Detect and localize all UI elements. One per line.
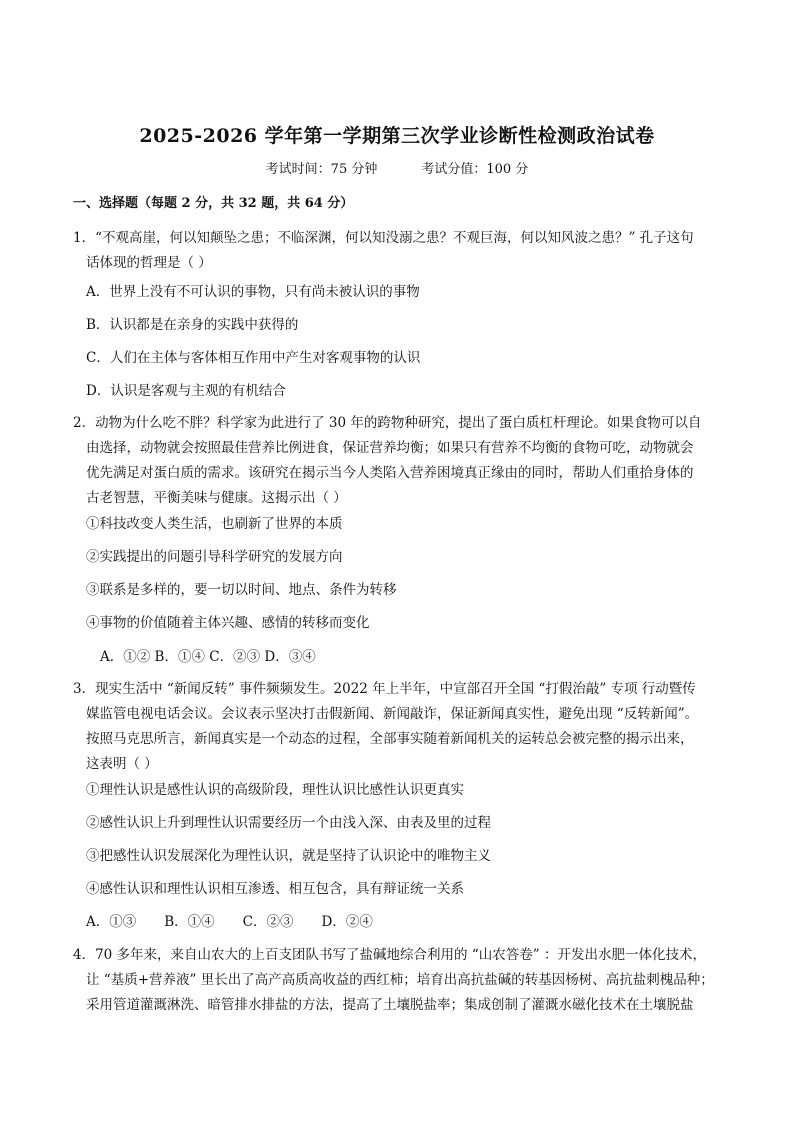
question-4-line-1: 4．70 多年来，来自山农大的上百支团队书写了盐碱地综合利用的 “山农答卷” ：开发出水肥一体化技术， bbox=[73, 947, 706, 963]
question-3-answer-c: C．②③ bbox=[242, 914, 294, 930]
question-2-item-4: ④事物的价值随着主体兴趣、感情的转移而变化 bbox=[86, 615, 370, 631]
exam-title: 2025-2026 学年第一学期第三次学业诊断性检测政治试卷 bbox=[139, 125, 655, 147]
question-3-stem bbox=[73, 677, 725, 777]
question-1-stem bbox=[73, 226, 725, 276]
question-1-option-b: B．认识都是在亲身的实践中获得的 bbox=[86, 317, 299, 333]
question-2-stem bbox=[73, 411, 725, 511]
question-3-answer-a: A．①③ bbox=[86, 914, 137, 930]
question-3-answers bbox=[86, 912, 401, 932]
question-2-line-4: 古老智慧，平衡美味与健康。这揭示出（ ） bbox=[86, 490, 347, 506]
question-3-line-4: 这表明（ ） bbox=[86, 756, 158, 772]
question-2-line-1: 2．动物为什么吃不胖？科学家为此进行了 30 年的跨物种研究，提出了蛋白质杠杆理论。如果食物可以自 bbox=[73, 415, 702, 431]
question-3-item-2: ②感性认识上升到理性认识需要经历一个由浅入深、由表及里的过程 bbox=[86, 815, 491, 831]
question-3-item-4: ④感性认识和理性认识相互渗透、相互包含，具有辩证统一关系 bbox=[86, 881, 464, 897]
exam-time: 考试时间：75 分钟 bbox=[265, 162, 378, 177]
exam-score: 考试分值：100 分 bbox=[421, 162, 529, 177]
question-1-option-a: A．世界上没有不可认识的事物，只有尚未被认识的事物 bbox=[86, 284, 420, 300]
question-3-item-3: ③把感性认识发展深化为理性认识，就是坚持了认识论中的唯物主义 bbox=[86, 848, 491, 864]
question-1-line-2: 话体现的哲理是（ ） bbox=[86, 255, 212, 271]
question-3-line-1: 3．现实生活中 “新闻反转” 事件频频发生。2022 年上半年，中宣部召开全国 “打假治敲” 专项 行动暨传 bbox=[73, 681, 696, 697]
question-3-item-1: ①理性认识是感性认识的高级阶段，理性认识比感性认识更真实 bbox=[86, 782, 464, 798]
question-4-line-2: 让 “基质+营养液” 里长出了高产高质高收益的西红柿；培育出高抗盐碱的转基因杨树、高抗盐刺槐品种； bbox=[86, 972, 714, 988]
question-1-option-c: C．人们在主体与客体相互作用中产生对客观事物的认识 bbox=[86, 350, 421, 366]
question-2-line-2: 由选择，动物就会按照最佳营养比例进食，保证营养均衡；如果只有营养不均衡的食物可吃，动物就会 bbox=[86, 440, 694, 456]
question-3-answer-b: B．①④ bbox=[164, 914, 215, 930]
question-1-line-1: 1．“不观高崖，何以知颠坠之患；不临深渊，何以知没溺之患？不观巨海，何以知风波之患？” 孔子这句 bbox=[73, 230, 694, 246]
question-2-item-3: ③联系是多样的，要一切以时间、地点、条件为转移 bbox=[86, 582, 397, 598]
question-2-answers: A．①② B．①④ C．②③ D．③④ bbox=[100, 649, 316, 665]
question-2-line-3: 优先满足对蛋白质的需求。该研究在揭示当今人类陷入营养困境真正缘由的同时，帮助人们重拾身体的 bbox=[86, 465, 694, 481]
question-3-line-2: 媒监管电视电话会议。会议表示坚决打击假新闻、新闻敲诈，保证新闻真实性，避免出现 “反转新闻”。 bbox=[86, 706, 699, 722]
section-heading: 一、选择题（每题 2 分，共 32 题，共 64 分） bbox=[73, 196, 354, 211]
question-1-option-d: D．认识是客观与主观的有机结合 bbox=[86, 383, 286, 399]
question-4-stem bbox=[73, 943, 725, 1018]
question-3-answer-d: D．②④ bbox=[321, 914, 373, 930]
question-2-item-1: ①科技改变人类生活，也刷新了世界的本质 bbox=[86, 516, 343, 532]
question-4-line-3: 采用管道灌溉淋洗、暗管排水排盐的方法，提高了土壤脱盐率；集成创制了灌溉水磁化技术在土壤脱盐 bbox=[86, 997, 694, 1013]
exam-meta bbox=[0, 158, 794, 177]
question-2-item-2: ②实践提出的问题引导科学研究的发展方向 bbox=[86, 549, 343, 565]
question-3-line-3: 按照马克思所言，新闻真实是一个动态的过程，全部事实随着新闻机关的运转总会被完整的揭示出来， bbox=[86, 731, 694, 747]
